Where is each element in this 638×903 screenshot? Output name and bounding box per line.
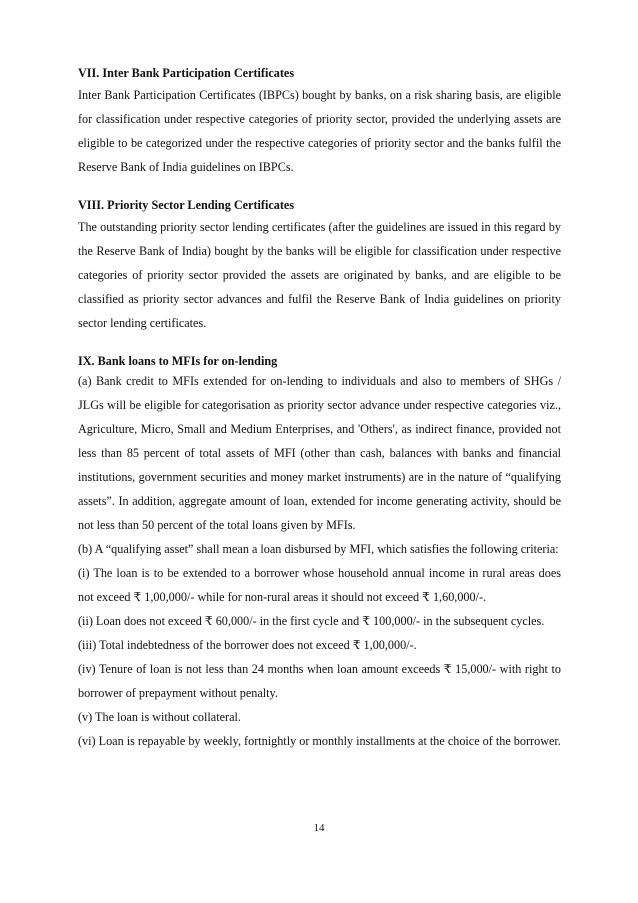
criterion-v: (v) The loan is without collateral.: [78, 710, 241, 724]
section-heading: VII. Inter Bank Participation Certificates: [78, 66, 295, 80]
section-ibpc: [78, 65, 561, 179]
criterion-ii: (ii) Loan does not exceed ₹ 60,000/- in the first cycle and ₹ 100,000/- in the subsequent cycles.: [78, 614, 545, 628]
paragraph-a: (a) Bank credit to MFIs extended for on-lending to individuals and also to members of SHGs / JLGs will be eligible for categorisation as priority sector advance under respective categories viz., Agriculture, Micro, Small and Medium Enterprises, and 'Others', as indirect finance, provided not less than 85 percent of total assets of MFI (other than cash, balances with banks and financial institutions, government securities and money market instruments) are in the nature of “qualifying assets”. In addition, aggregate amount of loan, extended for income generating activity, should be not less than 50 percent of the total loans given by MFIs.: [78, 374, 561, 532]
section-mfi-loans: [78, 353, 561, 753]
section-paragraph: Inter Bank Participation Certificates (IBPCs) bought by banks, on a risk sharing basis, are eligible for classification under respective categories of priority sector, provided the underlying assets are eligible to be categorized under the respective categories of priority sector and the banks fulfil the Reserve Bank of India guidelines on IBPCs.: [78, 88, 561, 174]
section-pslc: [78, 197, 561, 335]
criterion-vi: (vi) Loan is repayable by weekly, fortnightly or monthly installments at the choice of the borrower.: [78, 734, 561, 748]
section-paragraph: The outstanding priority sector lending certificates (after the guidelines are issued in this regard by the Reserve Bank of India) bought by the banks will be eligible for classification under respective categories of priority sector provided the assets are originated by banks, and are eligible to be classified as priority sector advances and fulfil the Reserve Bank of India guidelines on priority sector lending certificates.: [78, 220, 561, 330]
paragraph-b: (b) A “qualifying asset” shall mean a loan disbursed by MFI, which satisfies the following criteria:: [78, 542, 559, 556]
criterion-i: (i) The loan is to be extended to a borrower whose household annual income in rural areas does not exceed ₹ 1,00,000/- while for non-rural areas it should not exceed ₹ 1,60,000/-.: [78, 566, 561, 604]
page-content: [78, 60, 561, 771]
section-heading: IX. Bank loans to MFIs for on-lending: [78, 354, 278, 368]
section-heading: VIII. Priority Sector Lending Certificates: [78, 198, 295, 212]
criterion-iii: (iii) Total indebtedness of the borrower does not exceed ₹ 1,00,000/-.: [78, 638, 417, 652]
page-number: 14: [313, 822, 325, 834]
criterion-iv: (iv) Tenure of loan is not less than 24 months when loan amount exceeds ₹ 15,000/- with right to borrower of prepayment without penalty.: [78, 662, 561, 700]
